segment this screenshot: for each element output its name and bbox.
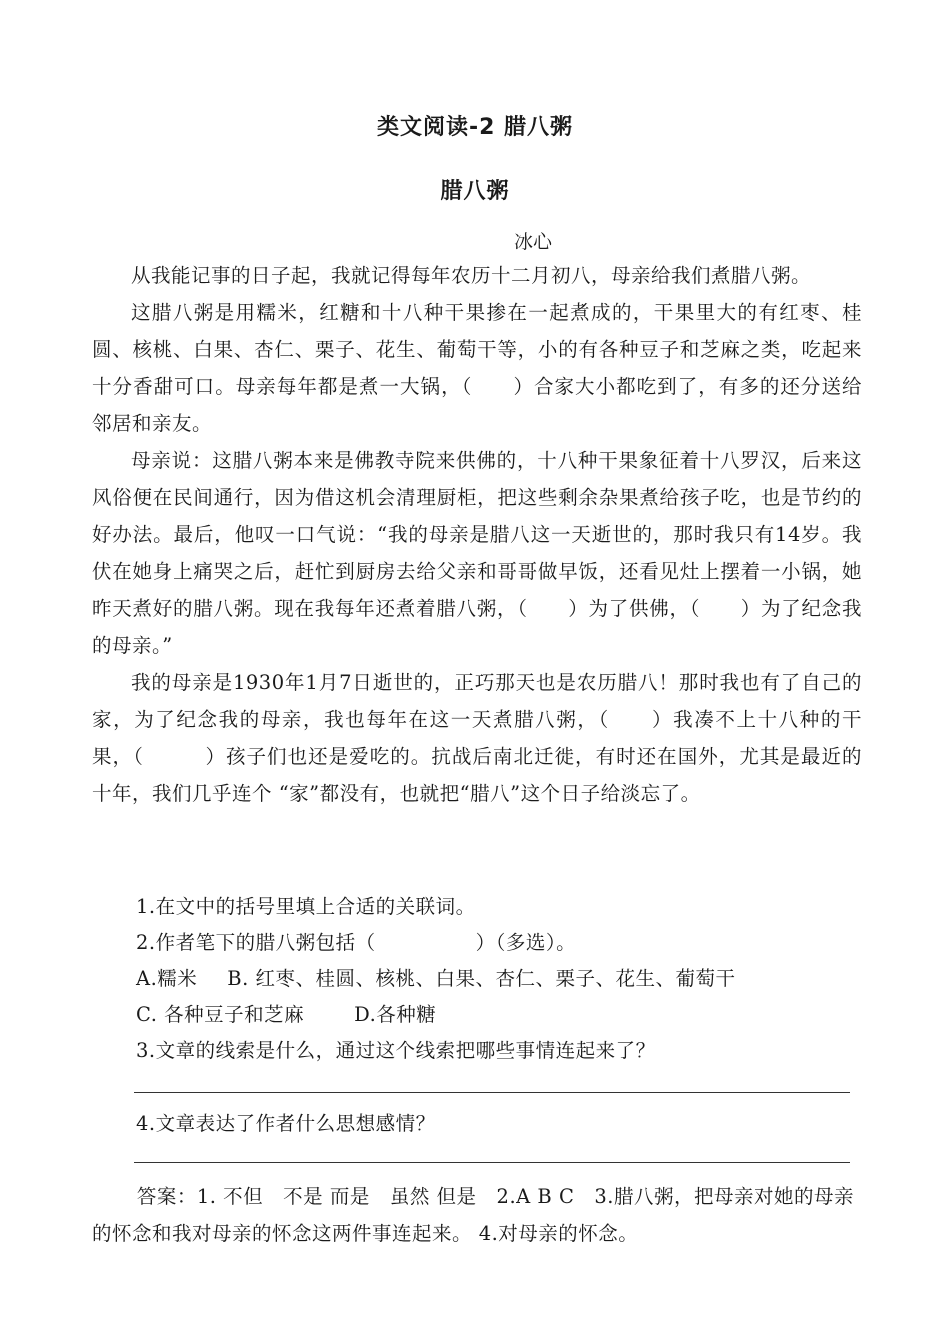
article-body	[92, 257, 862, 812]
option-c: C. 各种豆子和芝麻	[136, 1003, 305, 1026]
option-d: D.各种糖	[354, 1003, 437, 1026]
paragraph-3: 母亲说：这腊八粥本来是佛教寺院来供佛的，十八种干果象征着十八罗汉，后来这风俗便在民间通行，因为借这机会清理厨柜，把这些剩余杂果煮给孩子吃，也是节约的好办法。最后，他叹一口气说：“我的母亲是腊八这一天逝世的，那时我只有14岁。我伏在她身上痛哭之后，赶忙到厨房去给父亲和哥哥做早饭，还看见灶上摆着一小锅，她昨天煮好的腊八粥。现在我每年还煮着腊八粥，（ ）为了供佛，（ ）为了纪念我的母亲。”	[92, 449, 862, 657]
option-b: B. 红枣、桂圆、核桃、白果、杏仁、栗子、花生、葡萄干	[227, 967, 736, 990]
answer-text: 答案：1. 不但 不是 而是 虽然 但是 2.A B C 3.腊八粥，把母亲对她的母亲的怀念和我对母亲的怀念这两件事连起来。 4.对母亲的怀念。	[92, 1185, 854, 1245]
paragraph-2: 这腊八粥是用糯米，红糖和十八种干果掺在一起煮成的，干果里大的有红枣、桂圆、核桃、白果、杏仁、栗子、花生、葡萄干等，小的有各种豆子和芝麻之类，吃起来十分香甜可口。母亲每年都是煮一大锅，（ ）合家大小都吃到了，有多的还分送给邻居和亲友。	[92, 301, 862, 435]
article-title: 腊八粥	[440, 179, 510, 204]
main-title: 类文阅读-2 腊八粥	[376, 115, 574, 140]
option-a: A.糯米	[136, 967, 198, 990]
answer-line-2	[134, 1162, 850, 1163]
question-2-options-row-1	[136, 963, 736, 991]
question-4: 4.文章表达了作者什么思想感情？	[136, 1112, 436, 1135]
answer-line-1	[134, 1092, 850, 1093]
question-3: 3.文章的线索是什么，通过这个线索把哪些事情连起来了？	[136, 1039, 656, 1062]
paragraph-4: 我的母亲是1930年1月7日逝世的，正巧那天也是农历腊八！那时我也有了自己的家，为了纪念我的母亲，我也每年在这一天煮腊八粥，（ ）我凑不上十八种的干果，（ ）孩子们也还是爱吃的。抗战后南北迁徙，有时还在国外，尤其是最近的十年，我们几乎连个 “家”都没有，也就把“腊八”这个日子给淡忘了。	[92, 671, 862, 805]
question-1: 1.在文中的括号里填上合适的关联词。	[136, 895, 476, 918]
question-2: 2.作者笔下的腊八粥包括（ ）（多选）。	[136, 931, 577, 954]
paragraph-1: 从我能记事的日子起，我就记得每年农历十二月初八，母亲给我们煮腊八粥。	[131, 264, 812, 287]
question-2-options-row-2	[136, 999, 436, 1027]
author-name: 冰心	[514, 231, 553, 253]
answer-key	[92, 1178, 862, 1252]
